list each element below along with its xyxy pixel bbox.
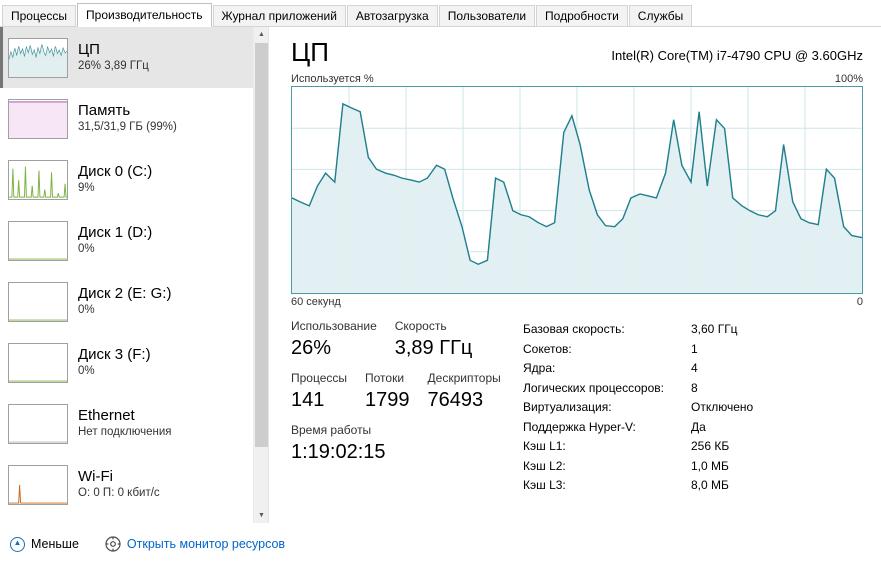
stat-group-uptime bbox=[291, 422, 523, 466]
info-row-l1-cache bbox=[523, 437, 863, 457]
graph-footer-labels bbox=[291, 296, 863, 308]
info-key: Поддержка Hyper-V: bbox=[523, 419, 636, 434]
sidebar-item-title: Память bbox=[78, 102, 131, 119]
graph-x-start: 60 секунд bbox=[291, 296, 341, 308]
info-row-base-speed bbox=[523, 320, 863, 340]
sidebar-item-ethernet-text bbox=[78, 407, 172, 440]
sidebar-item-sub: Нет подключения bbox=[78, 426, 172, 438]
tab-startup[interactable]: Автозагрузка bbox=[347, 5, 438, 26]
sidebar-item-disk-0-text bbox=[78, 163, 152, 196]
stat-processes bbox=[291, 370, 347, 414]
sidebar-item-cpu[interactable] bbox=[0, 27, 253, 88]
sidebar-item-memory-text bbox=[78, 102, 177, 135]
sidebar-item-disk-2[interactable] bbox=[0, 271, 253, 332]
open-resource-monitor-button[interactable] bbox=[105, 536, 285, 552]
info-value: 1,0 МБ bbox=[691, 458, 729, 473]
sidebar-item-wifi[interactable] bbox=[0, 454, 253, 515]
sidebar-item-disk-0[interactable] bbox=[0, 149, 253, 210]
open-resource-monitor-link[interactable]: Открыть монитор ресурсов bbox=[126, 537, 286, 551]
content-header bbox=[291, 37, 863, 67]
info-row-l2-cache bbox=[523, 457, 863, 477]
tab-services[interactable]: Службы bbox=[629, 5, 692, 26]
tab-performance[interactable]: Производительность bbox=[77, 3, 211, 27]
info-value: 1 bbox=[691, 341, 698, 356]
sidebar-item-sub: 31,5/31,9 ГБ (99%) bbox=[78, 121, 177, 133]
graph-y-max: 100% bbox=[834, 73, 863, 85]
sidebar-item-sub: 0% bbox=[78, 304, 95, 316]
graph-axis-labels bbox=[291, 73, 863, 85]
sidebar-item-disk-3-text bbox=[78, 346, 151, 379]
info-value: 4 bbox=[691, 361, 698, 375]
sidebar-item-disk-1[interactable] bbox=[0, 210, 253, 271]
sidebar-item-title: Wi-Fi bbox=[78, 468, 113, 485]
sidebar-item-title: Диск 0 (C:) bbox=[78, 163, 153, 180]
graph-y-label: Используется % bbox=[291, 73, 374, 85]
main-body bbox=[0, 27, 881, 523]
cpu-usage-graph-svg bbox=[292, 87, 862, 293]
scroll-down-arrow[interactable]: ▼ bbox=[258, 512, 265, 519]
stat-group-usage bbox=[291, 318, 523, 362]
disk3-mini-graph bbox=[8, 343, 68, 383]
sidebar-item-wifi-text bbox=[78, 468, 160, 501]
sidebar-item-title: Ethernet bbox=[78, 407, 135, 424]
stat-speed-value: 3,89 ГГц bbox=[394, 337, 473, 359]
wifi-mini-graph bbox=[8, 465, 68, 505]
stat-row-labels-2 bbox=[291, 370, 523, 414]
sidebar-item-title: ЦП bbox=[78, 41, 100, 58]
sidebar-item-title: Диск 1 (D:) bbox=[78, 224, 153, 241]
info-row-l3-cache bbox=[523, 476, 863, 496]
tab-users[interactable]: Пользователи bbox=[439, 5, 535, 26]
stat-processes-value: 141 bbox=[291, 389, 325, 411]
info-key: Ядра: bbox=[523, 361, 556, 375]
disk2-mini-graph bbox=[8, 282, 68, 322]
info-value: 8,0 МБ bbox=[691, 478, 729, 492]
stat-utilization-label: Использование bbox=[291, 319, 377, 333]
stat-utilization-value: 26% bbox=[291, 337, 332, 359]
info-key: Кэш L2: bbox=[523, 458, 566, 473]
info-value: Да bbox=[691, 419, 706, 434]
info-value: 3,60 ГГц bbox=[691, 322, 738, 336]
tab-details[interactable]: Подробности bbox=[536, 5, 628, 26]
stat-handles-label: Дескрипторы bbox=[427, 371, 501, 385]
stats-left-column bbox=[291, 318, 523, 496]
scroll-up-arrow[interactable]: ▲ bbox=[258, 31, 265, 38]
tab-strip bbox=[0, 0, 881, 27]
sidebar-item-sub: О: 0 П: 0 кбит/с bbox=[78, 487, 160, 499]
gear-icon bbox=[105, 536, 121, 552]
sidebar-item-disk-1-text bbox=[78, 224, 152, 257]
info-row-logical-processors bbox=[523, 379, 863, 399]
memory-mini-graph bbox=[8, 99, 68, 139]
info-row-hyperv bbox=[523, 418, 863, 438]
stat-uptime bbox=[291, 422, 505, 466]
stats-area bbox=[291, 318, 863, 496]
ethernet-mini-graph bbox=[8, 404, 68, 444]
stat-threads bbox=[365, 370, 410, 414]
fewer-details-label: Меньше bbox=[31, 537, 79, 551]
sidebar-item-title: Диск 2 (E: G:) bbox=[78, 285, 172, 302]
fewer-details-button[interactable] bbox=[10, 537, 79, 552]
info-value: 256 КБ bbox=[691, 439, 730, 453]
info-row-virtualization bbox=[523, 398, 863, 418]
scrollbar-thumb[interactable] bbox=[255, 43, 268, 447]
stat-uptime-label: Время работы bbox=[291, 423, 372, 437]
page-title: ЦП bbox=[291, 37, 329, 67]
info-key: Сокетов: bbox=[523, 341, 572, 356]
info-value: 8 bbox=[691, 380, 698, 395]
sidebar-item-disk-3[interactable] bbox=[0, 332, 253, 393]
sidebar-item-sub: 0% bbox=[78, 243, 95, 255]
stats-right-column bbox=[523, 318, 863, 496]
info-key: Кэш L3: bbox=[523, 478, 566, 492]
stat-threads-label: Потоки bbox=[365, 371, 405, 385]
sidebar-item-title: Диск 3 (F:) bbox=[78, 346, 151, 363]
stat-row-labels-1 bbox=[291, 318, 523, 362]
stat-utilization bbox=[291, 318, 377, 362]
stat-uptime-value: 1:19:02:15 bbox=[291, 441, 386, 463]
tab-app-history[interactable]: Журнал приложений bbox=[213, 5, 346, 26]
sidebar-item-ethernet[interactable] bbox=[0, 393, 253, 454]
disk1-mini-graph bbox=[8, 221, 68, 261]
info-key: Базовая скорость: bbox=[523, 322, 625, 336]
info-row-cores bbox=[523, 359, 863, 379]
disk0-mini-graph bbox=[8, 160, 68, 200]
cpu-usage-graph[interactable] bbox=[291, 86, 863, 294]
chevron-up-icon: ▲ bbox=[10, 537, 25, 552]
sidebar-item-memory[interactable] bbox=[0, 88, 253, 149]
sidebar-item-sub: 9% bbox=[78, 182, 95, 194]
tab-processes[interactable]: Процессы bbox=[2, 5, 76, 26]
stat-processes-label: Процессы bbox=[291, 371, 348, 385]
info-row-sockets bbox=[523, 340, 863, 360]
info-key: Кэш L1: bbox=[523, 439, 566, 453]
info-value: Отключено bbox=[691, 400, 754, 414]
sidebar-item-cpu-text bbox=[78, 41, 149, 74]
sidebar-item-sub: 0% bbox=[78, 365, 95, 377]
stat-speed-label: Скорость bbox=[394, 319, 447, 333]
sidebar-item-disk-2-text bbox=[78, 285, 171, 318]
cpu-detail-panel bbox=[269, 27, 881, 523]
cpu-mini-graph bbox=[8, 38, 68, 78]
sidebar-scrollbar[interactable] bbox=[253, 27, 268, 523]
graph-x-end: 0 bbox=[856, 296, 863, 308]
resource-sidebar bbox=[0, 27, 269, 523]
stat-speed bbox=[395, 318, 473, 362]
stat-handles bbox=[428, 370, 501, 414]
footer-bar bbox=[0, 523, 881, 565]
info-key: Виртуализация: bbox=[523, 400, 612, 414]
stat-group-counts bbox=[291, 370, 523, 414]
stat-handles-value: 76493 bbox=[427, 389, 484, 411]
cpu-model-label: Intel(R) Core(TM) i7-4790 CPU @ 3.60GHz bbox=[611, 48, 863, 63]
sidebar-item-sub: 26% 3,89 ГГц bbox=[78, 60, 149, 72]
info-key: Логических процессоров: bbox=[523, 380, 664, 395]
stat-threads-value: 1799 bbox=[365, 389, 410, 411]
resource-list bbox=[0, 27, 253, 523]
